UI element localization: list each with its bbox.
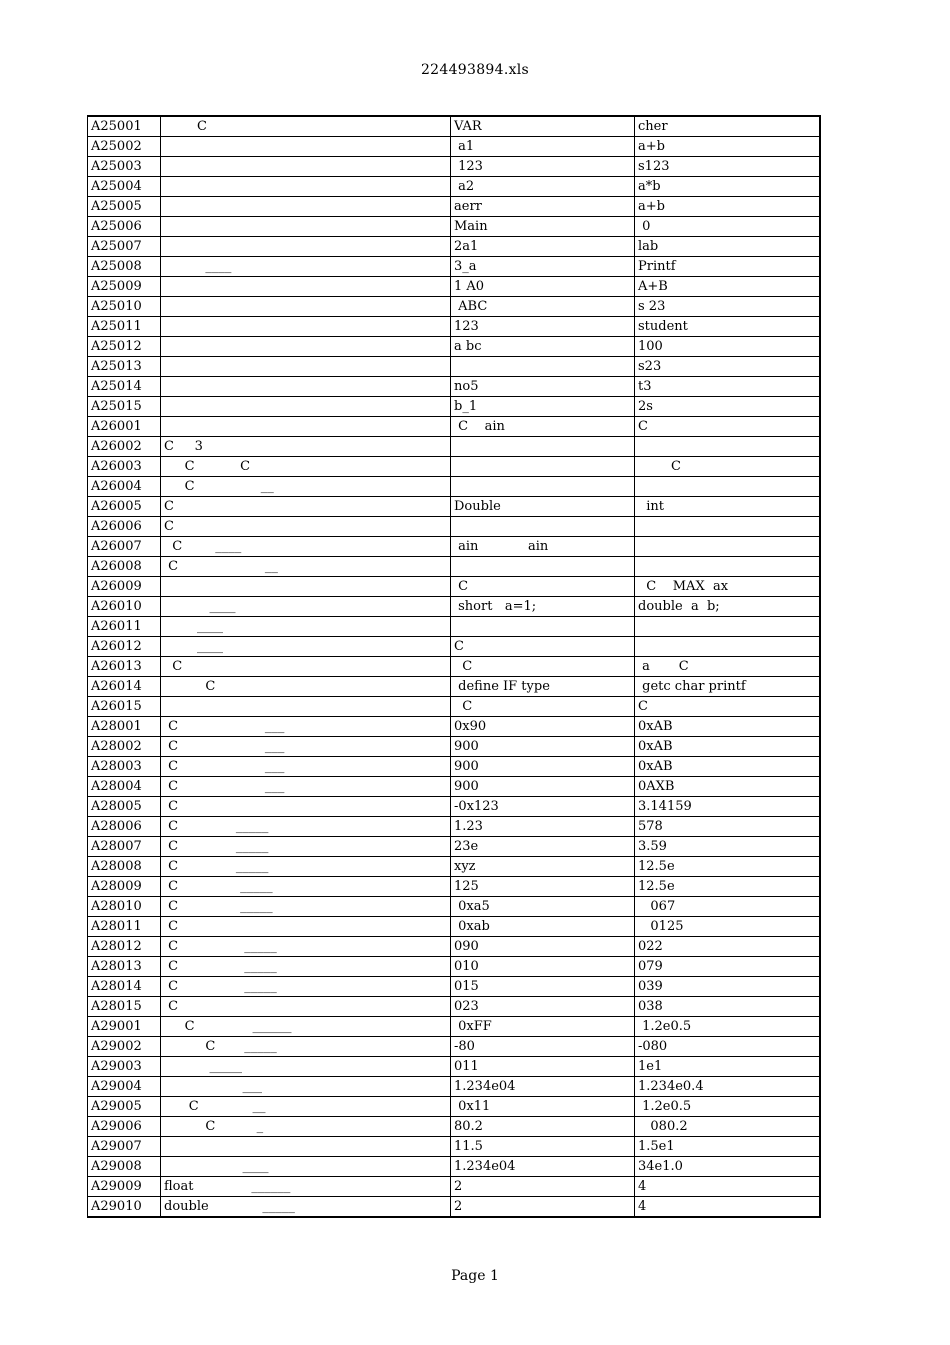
question-id-cell: A26013	[88, 657, 161, 677]
option-b-cell: 0xAB	[635, 757, 820, 777]
question-text-cell	[161, 697, 451, 717]
option-a-cell	[451, 477, 635, 497]
option-b-cell	[635, 437, 820, 457]
question-id-cell: A25004	[88, 177, 161, 197]
table-row	[88, 957, 820, 977]
question-id-cell: A28001	[88, 717, 161, 737]
option-b-cell: double a b;	[635, 597, 820, 617]
question-table	[87, 115, 821, 1218]
option-b-cell: t3	[635, 377, 820, 397]
option-a-cell: 010	[451, 957, 635, 977]
table-row	[88, 817, 820, 837]
table-row	[88, 917, 820, 937]
option-a-cell: 1.234e04	[451, 1157, 635, 1177]
option-b-cell	[635, 537, 820, 557]
table-row	[88, 497, 820, 517]
option-a-cell	[451, 557, 635, 577]
option-a-cell: 0xab	[451, 917, 635, 937]
table-row	[88, 417, 820, 437]
option-b-cell: 0	[635, 217, 820, 237]
table-row	[88, 1197, 820, 1218]
option-b-cell: student	[635, 317, 820, 337]
option-b-cell: a+b	[635, 197, 820, 217]
option-b-cell: 038	[635, 997, 820, 1017]
table-row	[88, 317, 820, 337]
question-id-cell: A28005	[88, 797, 161, 817]
question-text-cell	[161, 197, 451, 217]
table-row	[88, 1137, 820, 1157]
option-b-cell: Printf	[635, 257, 820, 277]
question-id-cell: A28011	[88, 917, 161, 937]
option-a-cell: a bc	[451, 337, 635, 357]
question-id-cell: A26010	[88, 597, 161, 617]
option-b-cell: 1.5e1	[635, 1137, 820, 1157]
question-text-cell: C ___	[161, 777, 451, 797]
question-text-cell: C 3	[161, 437, 451, 457]
question-text-cell: C _____	[161, 1037, 451, 1057]
question-id-cell: A28010	[88, 897, 161, 917]
question-text-cell: ____	[161, 597, 451, 617]
question-text-cell: double _____	[161, 1197, 451, 1218]
option-a-cell: 0xa5	[451, 897, 635, 917]
table-row	[88, 837, 820, 857]
question-text-cell: float ______	[161, 1177, 451, 1197]
table-row	[88, 116, 820, 137]
option-b-cell: A+B	[635, 277, 820, 297]
option-a-cell: 123	[451, 157, 635, 177]
option-b-cell: a*b	[635, 177, 820, 197]
option-b-cell: getc char printf	[635, 677, 820, 697]
option-b-cell: C	[635, 417, 820, 437]
option-b-cell: a C	[635, 657, 820, 677]
question-id-cell: A29009	[88, 1177, 161, 1197]
question-id-cell: A28012	[88, 937, 161, 957]
question-text-cell	[161, 357, 451, 377]
table-row	[88, 537, 820, 557]
option-b-cell: 067	[635, 897, 820, 917]
question-text-cell: ___	[161, 1077, 451, 1097]
option-b-cell: 0xAB	[635, 717, 820, 737]
question-id-cell: A29004	[88, 1077, 161, 1097]
option-b-cell: 4	[635, 1197, 820, 1218]
option-a-cell: Main	[451, 217, 635, 237]
option-a-cell: 0x90	[451, 717, 635, 737]
table-row	[88, 577, 820, 597]
question-text-cell	[161, 417, 451, 437]
question-text-cell: C C	[161, 457, 451, 477]
table-row	[88, 1177, 820, 1197]
question-id-cell: A25015	[88, 397, 161, 417]
question-id-cell: A25005	[88, 197, 161, 217]
option-a-cell: 900	[451, 757, 635, 777]
option-b-cell: s23	[635, 357, 820, 377]
question-id-cell: A25013	[88, 357, 161, 377]
table-row	[88, 217, 820, 237]
question-text-cell: C __	[161, 477, 451, 497]
question-id-cell: A28014	[88, 977, 161, 997]
table-row	[88, 737, 820, 757]
question-text-cell: C ______	[161, 1017, 451, 1037]
question-text-cell: C _____	[161, 897, 451, 917]
option-a-cell: 123	[451, 317, 635, 337]
question-text-cell: C	[161, 657, 451, 677]
question-id-cell: A28009	[88, 877, 161, 897]
table-row	[88, 857, 820, 877]
question-text-cell	[161, 217, 451, 237]
question-text-cell: C	[161, 677, 451, 697]
table-row	[88, 257, 820, 277]
question-id-cell: A25003	[88, 157, 161, 177]
option-a-cell: a2	[451, 177, 635, 197]
option-a-cell: 125	[451, 877, 635, 897]
table-row	[88, 137, 820, 157]
question-id-cell: A25001	[88, 116, 161, 137]
option-a-cell: 0x11	[451, 1097, 635, 1117]
table-row	[88, 997, 820, 1017]
option-a-cell	[451, 437, 635, 457]
question-text-cell	[161, 317, 451, 337]
option-b-cell: 0125	[635, 917, 820, 937]
option-b-cell: lab	[635, 237, 820, 257]
question-id-cell: A26011	[88, 617, 161, 637]
question-text-cell	[161, 1137, 451, 1157]
question-text-cell: C __	[161, 1097, 451, 1117]
option-b-cell: 12.5e	[635, 857, 820, 877]
question-text-cell: C	[161, 517, 451, 537]
question-id-cell: A29002	[88, 1037, 161, 1057]
option-a-cell: -0x123	[451, 797, 635, 817]
option-b-cell: 039	[635, 977, 820, 997]
table-row	[88, 897, 820, 917]
option-a-cell: b_1	[451, 397, 635, 417]
option-a-cell: 80.2	[451, 1117, 635, 1137]
question-id-cell: A25011	[88, 317, 161, 337]
table-row	[88, 177, 820, 197]
question-text-cell: ____	[161, 637, 451, 657]
question-text-cell: C ____	[161, 537, 451, 557]
table-row	[88, 637, 820, 657]
option-a-cell: C	[451, 697, 635, 717]
question-id-cell: A26009	[88, 577, 161, 597]
table-row	[88, 717, 820, 737]
question-id-cell: A28002	[88, 737, 161, 757]
question-text-cell	[161, 337, 451, 357]
question-text-cell: _____	[161, 1057, 451, 1077]
option-b-cell: 1.234e0.4	[635, 1077, 820, 1097]
table-row	[88, 1157, 820, 1177]
question-text-cell: C _____	[161, 877, 451, 897]
question-id-cell: A26001	[88, 417, 161, 437]
table-row	[88, 297, 820, 317]
question-id-cell: A28013	[88, 957, 161, 977]
option-b-cell: a+b	[635, 137, 820, 157]
question-id-cell: A26008	[88, 557, 161, 577]
question-id-cell: A29001	[88, 1017, 161, 1037]
question-text-cell	[161, 177, 451, 197]
question-id-cell: A26012	[88, 637, 161, 657]
table-row	[88, 977, 820, 997]
question-text-cell	[161, 277, 451, 297]
option-a-cell: 2	[451, 1177, 635, 1197]
option-b-cell: 578	[635, 817, 820, 837]
option-a-cell: 900	[451, 737, 635, 757]
option-a-cell: aerr	[451, 197, 635, 217]
option-a-cell: VAR	[451, 116, 635, 137]
question-text-cell	[161, 377, 451, 397]
question-text-cell: C _____	[161, 857, 451, 877]
table-row	[88, 397, 820, 417]
option-b-cell: cher	[635, 116, 820, 137]
question-id-cell: A26003	[88, 457, 161, 477]
table-row	[88, 657, 820, 677]
option-b-cell: 022	[635, 937, 820, 957]
table-row	[88, 1057, 820, 1077]
question-text-cell	[161, 237, 451, 257]
question-id-cell: A25007	[88, 237, 161, 257]
table-row	[88, 277, 820, 297]
question-id-cell: A26015	[88, 697, 161, 717]
table-row	[88, 1017, 820, 1037]
question-id-cell: A28004	[88, 777, 161, 797]
option-b-cell: 12.5e	[635, 877, 820, 897]
question-id-cell: A29006	[88, 1117, 161, 1137]
option-a-cell: ain ain	[451, 537, 635, 557]
question-text-cell: C _____	[161, 817, 451, 837]
question-text-cell: C _____	[161, 937, 451, 957]
question-id-cell: A29005	[88, 1097, 161, 1117]
option-a-cell: ABC	[451, 297, 635, 317]
table-row	[88, 1077, 820, 1097]
table-row	[88, 337, 820, 357]
option-a-cell: C	[451, 637, 635, 657]
question-text-cell: C _	[161, 1117, 451, 1137]
option-b-cell: int	[635, 497, 820, 517]
option-b-cell: 34e1.0	[635, 1157, 820, 1177]
question-text-cell: C _____	[161, 977, 451, 997]
option-a-cell	[451, 517, 635, 537]
option-a-cell: 900	[451, 777, 635, 797]
question-id-cell: A25008	[88, 257, 161, 277]
table-row	[88, 877, 820, 897]
option-b-cell	[635, 557, 820, 577]
question-text-cell: C	[161, 116, 451, 137]
question-text-cell: ____	[161, 1157, 451, 1177]
option-a-cell: Double	[451, 497, 635, 517]
question-id-cell: A25010	[88, 297, 161, 317]
option-b-cell: 2s	[635, 397, 820, 417]
option-b-cell	[635, 477, 820, 497]
option-a-cell: 11.5	[451, 1137, 635, 1157]
question-id-cell: A28008	[88, 857, 161, 877]
question-text-cell: C ___	[161, 757, 451, 777]
table-row	[88, 357, 820, 377]
question-id-cell: A25014	[88, 377, 161, 397]
option-a-cell	[451, 357, 635, 377]
option-a-cell: no5	[451, 377, 635, 397]
table-row	[88, 1117, 820, 1137]
question-text-cell	[161, 397, 451, 417]
option-a-cell: 23e	[451, 837, 635, 857]
option-a-cell: C	[451, 577, 635, 597]
table-row	[88, 1037, 820, 1057]
question-text-cell	[161, 137, 451, 157]
option-a-cell: 2a1	[451, 237, 635, 257]
table-row	[88, 757, 820, 777]
option-b-cell: 1e1	[635, 1057, 820, 1077]
question-table-body	[88, 116, 820, 1217]
table-row	[88, 677, 820, 697]
table-row	[88, 457, 820, 477]
option-b-cell	[635, 517, 820, 537]
option-a-cell: 090	[451, 937, 635, 957]
question-id-cell: A26014	[88, 677, 161, 697]
question-id-cell: A29003	[88, 1057, 161, 1077]
question-id-cell: A29008	[88, 1157, 161, 1177]
table-row	[88, 157, 820, 177]
option-a-cell: define IF type	[451, 677, 635, 697]
question-text-cell	[161, 297, 451, 317]
option-a-cell: 3_a	[451, 257, 635, 277]
question-text-cell: C _____	[161, 837, 451, 857]
question-id-cell: A26006	[88, 517, 161, 537]
question-text-cell: C ___	[161, 717, 451, 737]
table-row	[88, 197, 820, 217]
option-b-cell: 4	[635, 1177, 820, 1197]
file-name-header: 224493894.xls	[420, 62, 530, 78]
option-b-cell: 100	[635, 337, 820, 357]
option-b-cell: C MAX ax	[635, 577, 820, 597]
question-text-cell: C _____	[161, 957, 451, 977]
table-row	[88, 437, 820, 457]
table-row	[88, 937, 820, 957]
table-row	[88, 237, 820, 257]
question-id-cell: A28003	[88, 757, 161, 777]
option-b-cell: 0xAB	[635, 737, 820, 757]
option-a-cell: 011	[451, 1057, 635, 1077]
question-text-cell: C	[161, 917, 451, 937]
option-a-cell: -80	[451, 1037, 635, 1057]
question-text-cell: C ___	[161, 737, 451, 757]
option-a-cell: 1.234e04	[451, 1077, 635, 1097]
option-a-cell: 2	[451, 1197, 635, 1218]
option-a-cell: short a=1;	[451, 597, 635, 617]
question-id-cell: A25012	[88, 337, 161, 357]
table-row	[88, 1097, 820, 1117]
option-b-cell	[635, 637, 820, 657]
option-a-cell: 1.23	[451, 817, 635, 837]
option-a-cell: 1 A0	[451, 277, 635, 297]
question-text-cell: ____	[161, 617, 451, 637]
table-row	[88, 477, 820, 497]
option-b-cell: s 23	[635, 297, 820, 317]
question-id-cell: A26004	[88, 477, 161, 497]
question-id-cell: A28007	[88, 837, 161, 857]
option-a-cell	[451, 457, 635, 477]
option-b-cell: 1.2e0.5	[635, 1097, 820, 1117]
table-row	[88, 557, 820, 577]
option-b-cell: 0AXB	[635, 777, 820, 797]
option-b-cell: 1.2e0.5	[635, 1017, 820, 1037]
question-id-cell: A26002	[88, 437, 161, 457]
option-a-cell: C ain	[451, 417, 635, 437]
option-b-cell: 3.14159	[635, 797, 820, 817]
question-id-cell: A25002	[88, 137, 161, 157]
question-id-cell: A28006	[88, 817, 161, 837]
option-a-cell: 0xFF	[451, 1017, 635, 1037]
table-row	[88, 517, 820, 537]
question-id-cell: A29010	[88, 1197, 161, 1218]
option-b-cell: C	[635, 697, 820, 717]
question-id-cell: A28015	[88, 997, 161, 1017]
option-b-cell: s123	[635, 157, 820, 177]
question-text-cell	[161, 157, 451, 177]
option-a-cell: 023	[451, 997, 635, 1017]
table-row	[88, 697, 820, 717]
question-text-cell: C	[161, 997, 451, 1017]
option-b-cell: -080	[635, 1037, 820, 1057]
table-row	[88, 777, 820, 797]
table-row	[88, 377, 820, 397]
question-text-cell: C	[161, 497, 451, 517]
page-number-footer: Page 1	[451, 1268, 499, 1284]
question-id-cell: A26005	[88, 497, 161, 517]
option-b-cell: 080.2	[635, 1117, 820, 1137]
option-a-cell: C	[451, 657, 635, 677]
question-id-cell: A29007	[88, 1137, 161, 1157]
question-id-cell: A25006	[88, 217, 161, 237]
question-text-cell	[161, 577, 451, 597]
option-b-cell: 079	[635, 957, 820, 977]
option-a-cell: 015	[451, 977, 635, 997]
question-text-cell: ____	[161, 257, 451, 277]
table-row	[88, 617, 820, 637]
option-b-cell: 3.59	[635, 837, 820, 857]
table-row	[88, 797, 820, 817]
option-a-cell: a1	[451, 137, 635, 157]
option-a-cell	[451, 617, 635, 637]
option-b-cell	[635, 617, 820, 637]
option-b-cell: C	[635, 457, 820, 477]
option-a-cell: xyz	[451, 857, 635, 877]
question-id-cell: A25009	[88, 277, 161, 297]
question-text-cell: C	[161, 797, 451, 817]
question-text-cell: C __	[161, 557, 451, 577]
table-row	[88, 597, 820, 617]
question-id-cell: A26007	[88, 537, 161, 557]
